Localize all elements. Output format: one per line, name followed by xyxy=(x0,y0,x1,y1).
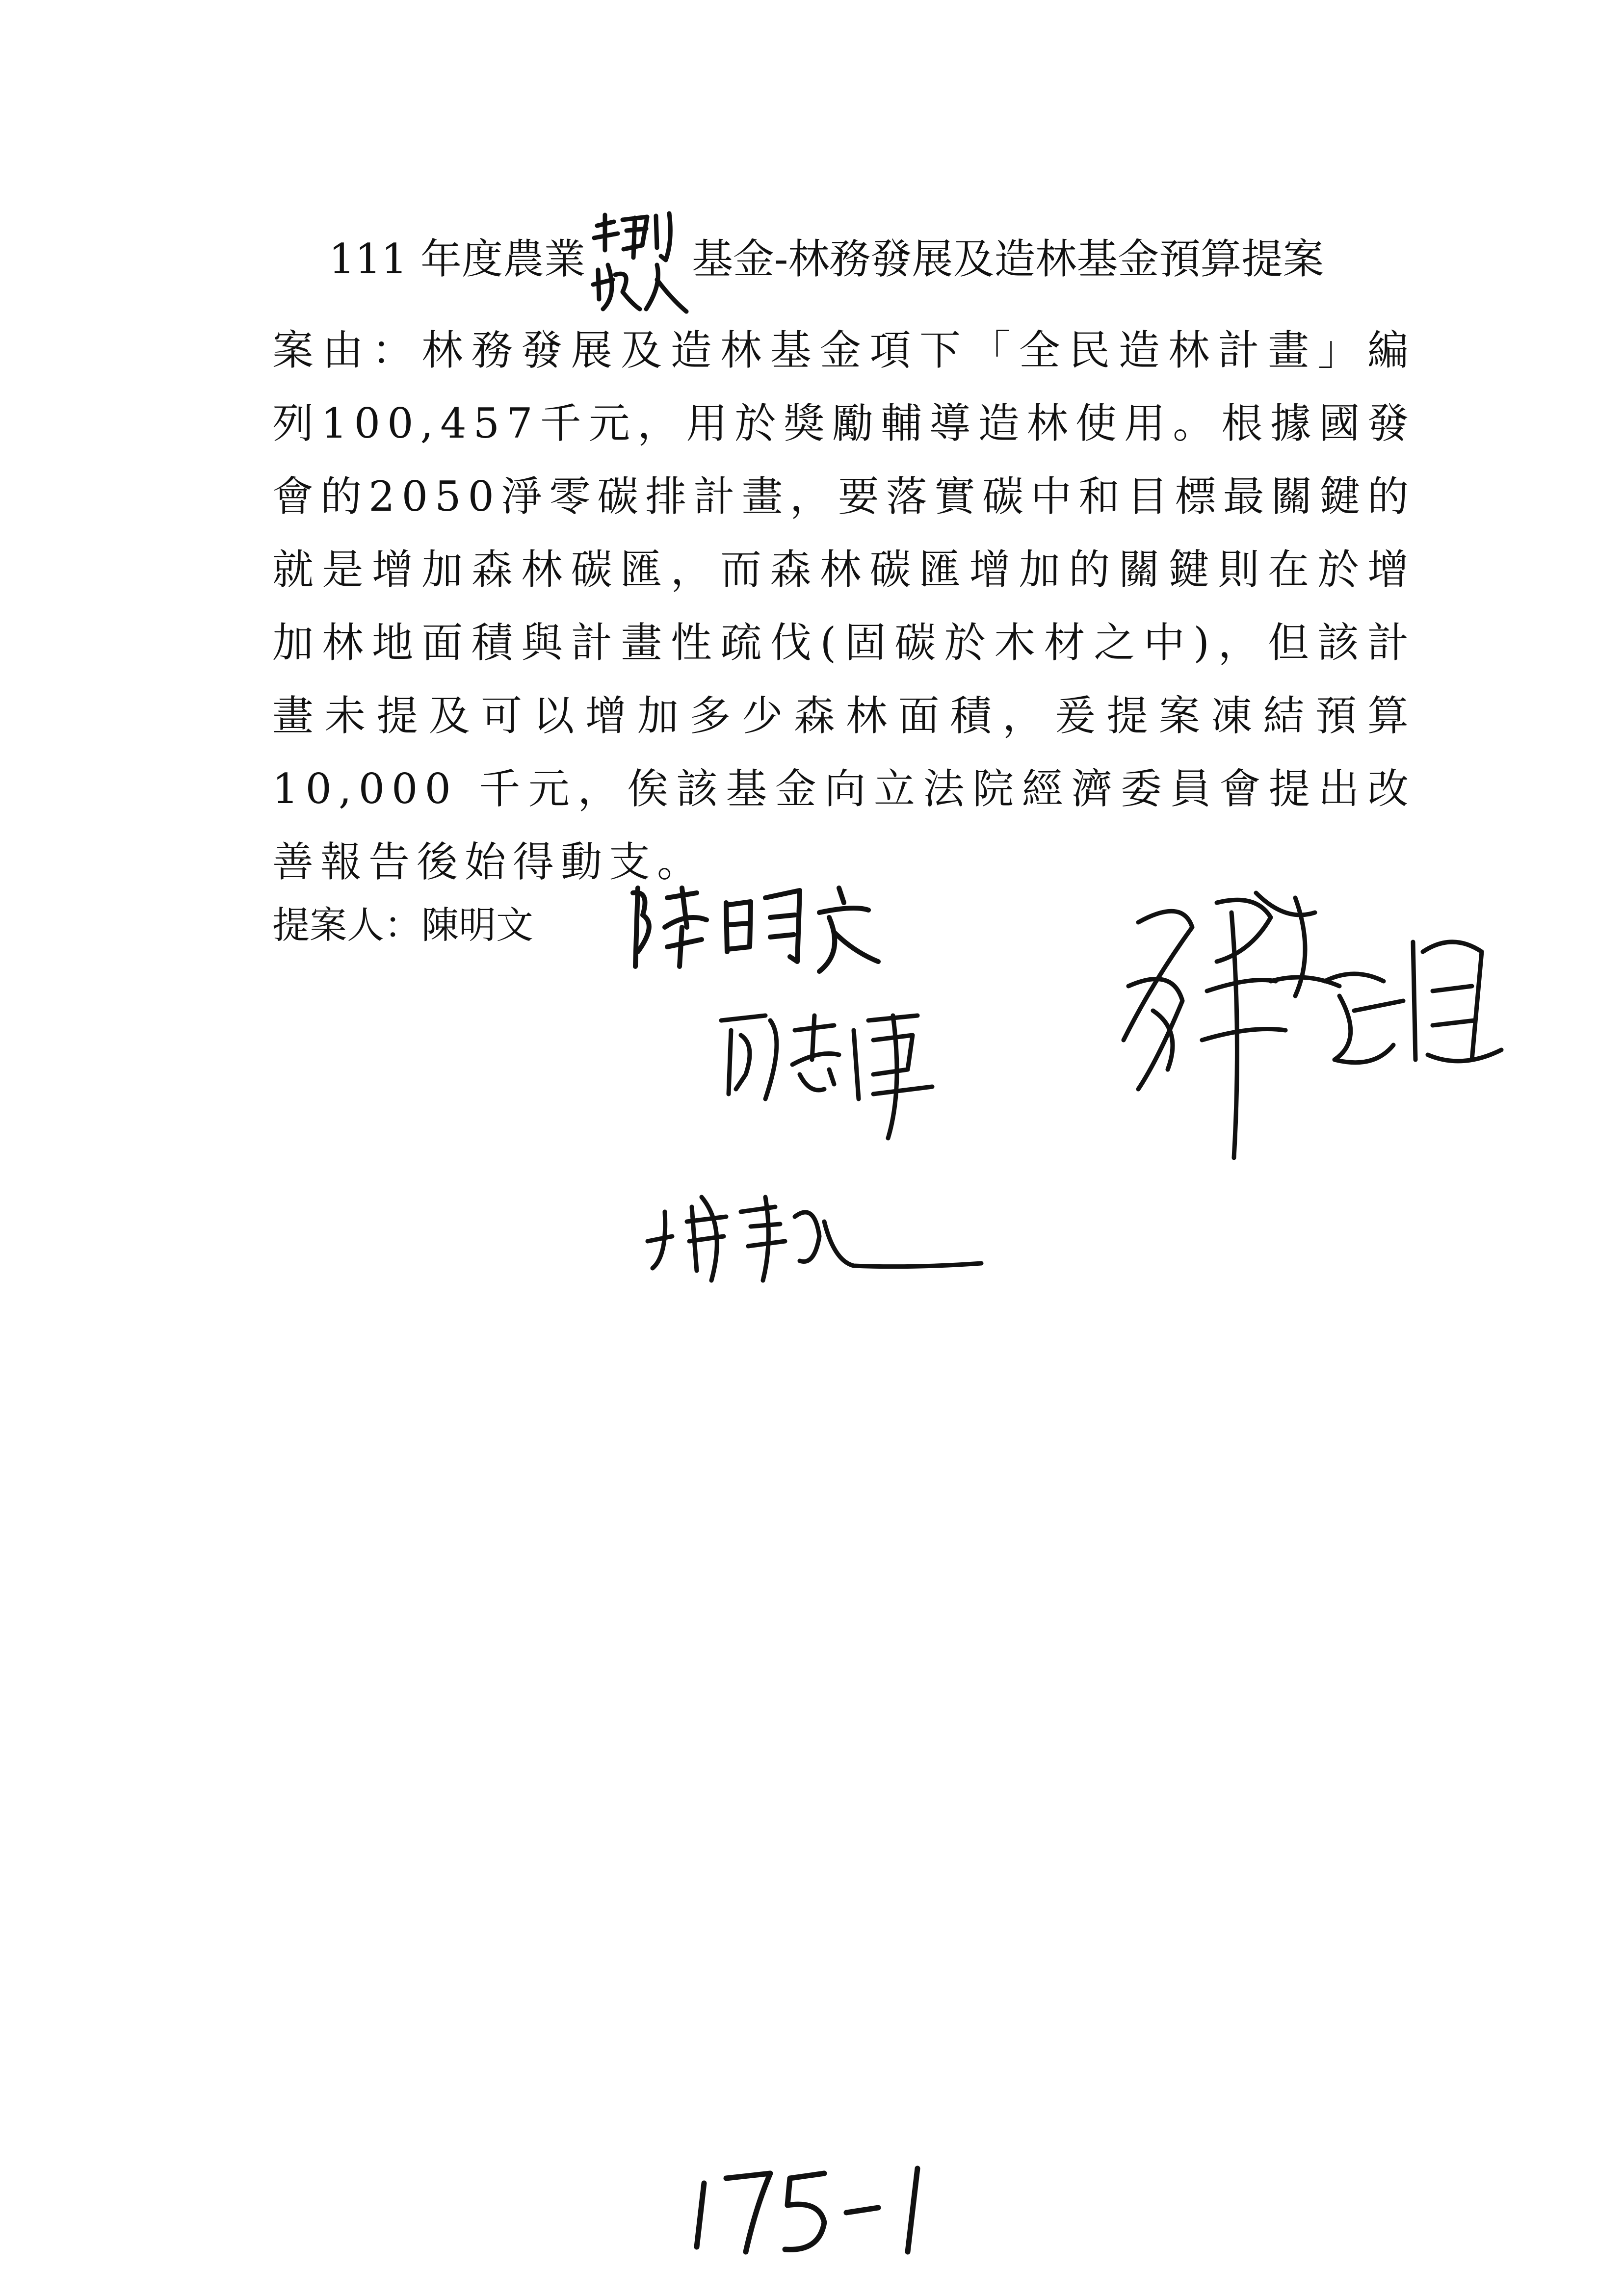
signature-ting-hsueh-chung xyxy=(638,1182,991,1290)
signature-chen-ming-wen xyxy=(623,878,888,976)
page-number-text: 175-1 xyxy=(677,2151,700,2161)
proposal-body xyxy=(272,314,1415,899)
proposer-label: 提案人：陳明文 xyxy=(272,903,533,947)
signature-chiu-chih-wei xyxy=(711,1001,957,1148)
title-prefix: 111 年度農業 xyxy=(329,235,586,283)
handwritten-insert-mark xyxy=(588,211,689,314)
document-title xyxy=(329,211,1359,314)
handwritten-page-number xyxy=(677,2151,952,2267)
title-suffix: 基金-林務發展及造林基金預算提案 xyxy=(692,235,1324,283)
handwritten-insert xyxy=(588,211,689,314)
signature-chiang-wan-an xyxy=(1109,883,1541,1158)
proposal-body-text: 案由：林務發展及造林基金項下「全民造林計畫」編列100,457千元，用於獎勵輔導造林使用。根據國發會的2050淨零碳排計畫，要落實碳中和目標最關鍵的就是增加森林碳匯，而森林碳匯增加的關鍵則在於增加林地面積與計畫性疏伐(固碳於木材之中)，但該計畫未提及可以增加多少森林面積，爰提案凍結預算 10,000 千元，俟該基金向立法院經濟委員會提出改善報告後始得動支。 xyxy=(272,326,1415,886)
